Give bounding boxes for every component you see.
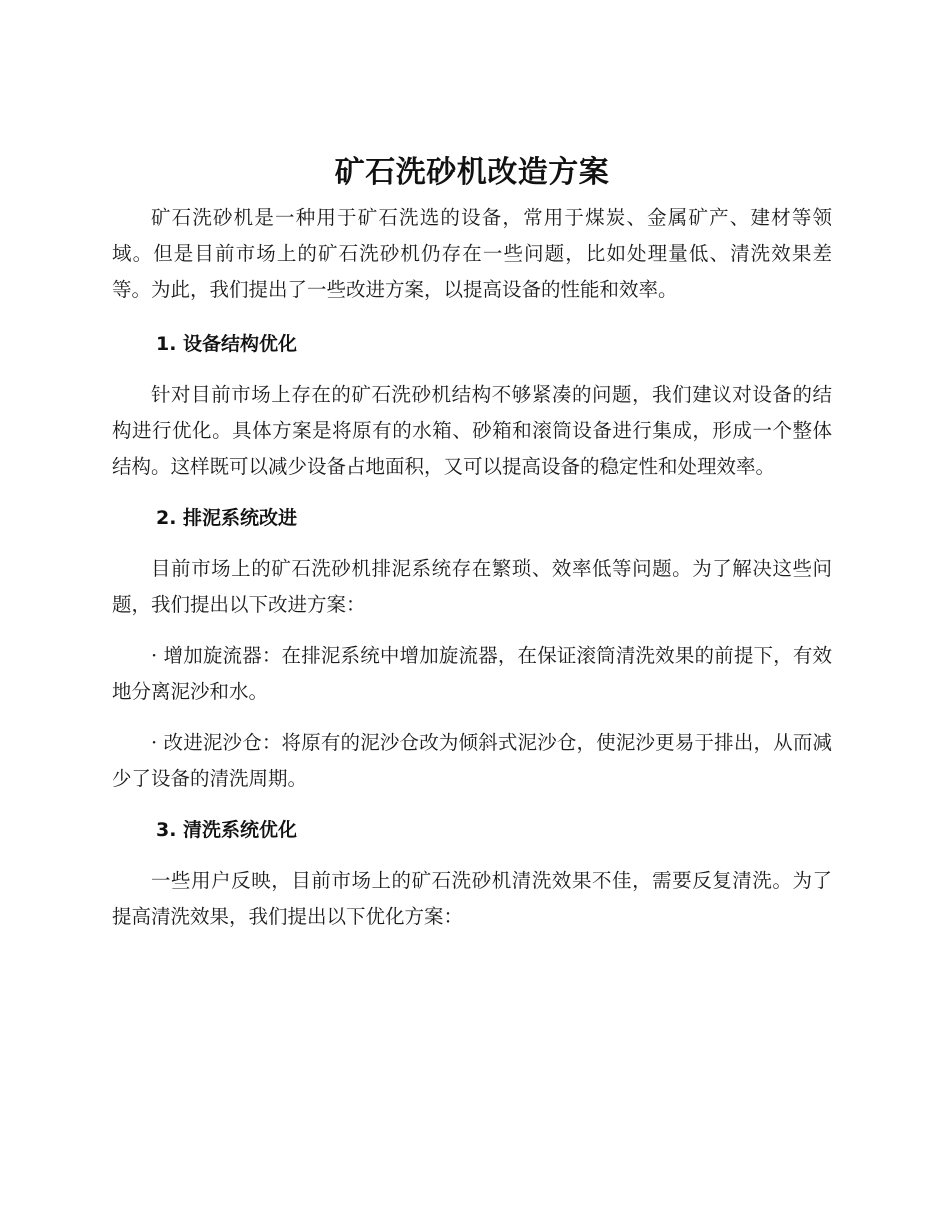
spacer bbox=[112, 536, 832, 551]
section-3-heading: 3. 清洗系统优化 bbox=[156, 819, 298, 841]
spacer bbox=[112, 308, 832, 326]
spacer bbox=[112, 710, 832, 725]
document-page bbox=[112, 150, 832, 935]
section-2-bullet-cyclone: · 增加旋流器：在排泥系统中增加旋流器，在保证滚筒清洗效果的前提下，有效地分离泥沙和水。 bbox=[112, 644, 832, 703]
document-title: 矿石洗砂机改造方案 bbox=[334, 155, 610, 190]
section-3-paragraph: 一些用户反映，目前市场上的矿石洗砂机清洗效果不佳，需要反复清洗。为了提高清洗效果，我们提出以下优化方案： bbox=[112, 869, 832, 928]
spacer bbox=[112, 623, 832, 638]
section-1-paragraph: 针对目前市场上存在的矿石洗砂机结构不够紧凑的问题，我们建议对设备的结构进行优化。具体方案是将原有的水箱、砂箱和滚筒设备进行集成，形成一个整体结构。这样既可以减少设备占地面积，又可以提高设备的稳定性和处理效率。 bbox=[112, 383, 832, 478]
section-1-heading: 1. 设备结构优化 bbox=[156, 333, 298, 355]
spacer bbox=[112, 797, 832, 812]
intro-paragraph: 矿石洗砂机是一种用于矿石洗选的设备，常用于煤炭、金属矿产、建材等领域。但是目前市场上的矿石洗砂机仍存在一些问题，比如处理量低、清洗效果差等。为此，我们提出了一些改进方案，以提高设备的性能和效率。 bbox=[112, 206, 832, 301]
section-2-bullet-silo: · 改进泥沙仓：将原有的泥沙仓改为倾斜式泥沙仓，使泥沙更易于排出，从而减少了设备的清洗周期。 bbox=[112, 731, 832, 790]
spacer bbox=[112, 848, 832, 863]
spacer bbox=[112, 362, 832, 377]
section-2-paragraph: 目前市场上的矿石洗砂机排泥系统存在繁琐、效率低等问题。为了解决这些问题，我们提出以下改进方案： bbox=[112, 557, 832, 616]
spacer bbox=[112, 485, 832, 500]
section-2-heading: 2. 排泥系统改进 bbox=[156, 507, 298, 529]
